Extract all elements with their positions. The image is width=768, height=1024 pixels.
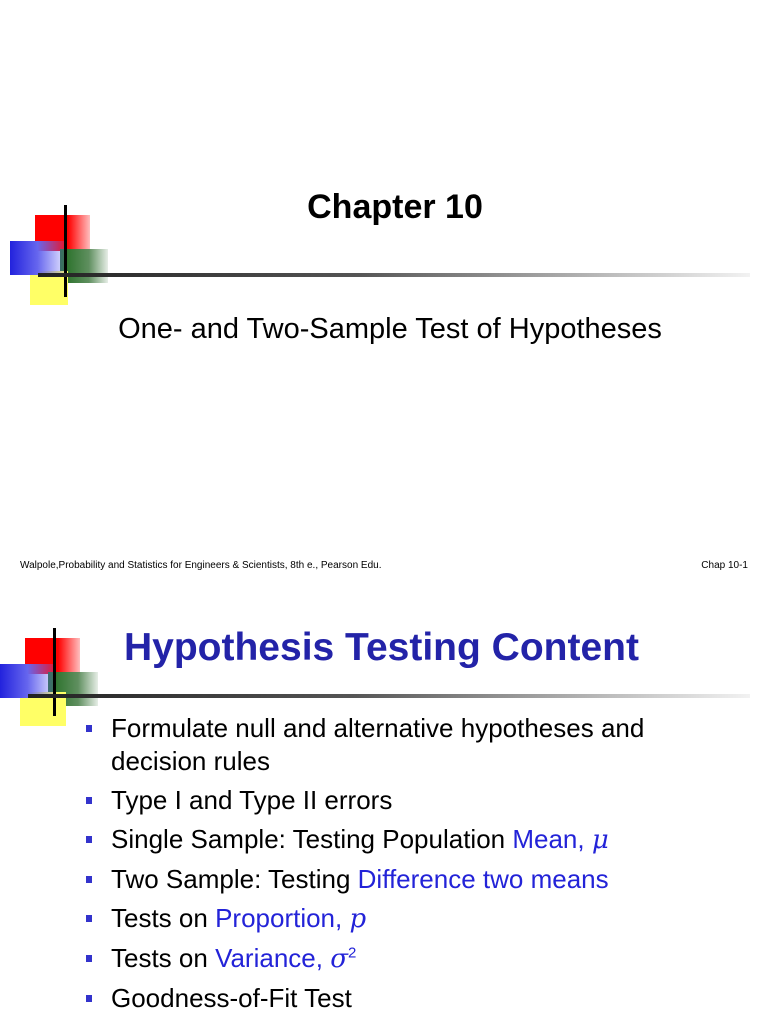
bullet-symbol: μ	[591, 825, 609, 855]
bullet-text: Formulate null and alternative hypotheses and decision rules	[111, 713, 645, 776]
list-item	[86, 942, 746, 976]
bullet-symbol: σ	[330, 944, 348, 974]
bullet-icon	[86, 797, 92, 804]
footer-citation: Walpole,Probability and Statistics for Engineers & Scientists, 8th e., Pearson Edu.	[20, 560, 382, 571]
bullet-icon	[86, 876, 92, 883]
bullet-text: Tests on	[111, 903, 216, 933]
footer-page-number: Chap 10-1	[701, 560, 748, 571]
bullet-text: Single Sample: Testing Population	[111, 824, 513, 854]
page-subtitle: One- and Two-Sample Test of Hypotheses	[118, 313, 662, 345]
page-title: Chapter 10	[307, 188, 483, 226]
bullet-icon	[86, 955, 92, 962]
list-item	[86, 823, 746, 857]
list-item	[86, 784, 746, 817]
bullet-text: Two Sample: Testing	[111, 864, 358, 894]
bullet-icon	[86, 995, 92, 1002]
title-divider	[28, 694, 750, 698]
list-item	[86, 863, 746, 896]
bullet-highlight: Difference two means	[357, 864, 609, 894]
bullet-text: Tests on	[111, 943, 216, 973]
decorative-logo-icon	[0, 628, 100, 728]
bullet-icon	[86, 725, 92, 732]
bullet-text: Type I and Type II errors	[111, 785, 393, 815]
slide-title: Hypothesis Testing Content	[124, 626, 639, 669]
slide-2	[0, 586, 768, 1024]
bullet-text: Goodness-of-Fit Test	[111, 983, 352, 1013]
bullet-list	[86, 712, 746, 1021]
bullet-icon	[86, 915, 92, 922]
bullet-highlight: Proportion,	[215, 903, 350, 933]
bullet-icon	[86, 836, 92, 843]
bullet-highlight: Mean,	[512, 824, 592, 854]
bullet-symbol: p	[349, 904, 367, 934]
list-item	[86, 982, 746, 1015]
title-divider	[38, 273, 750, 277]
list-item	[86, 902, 746, 936]
bullet-superscript: 2	[347, 944, 357, 962]
bullet-highlight: Variance,	[215, 943, 331, 973]
list-item	[86, 712, 746, 778]
